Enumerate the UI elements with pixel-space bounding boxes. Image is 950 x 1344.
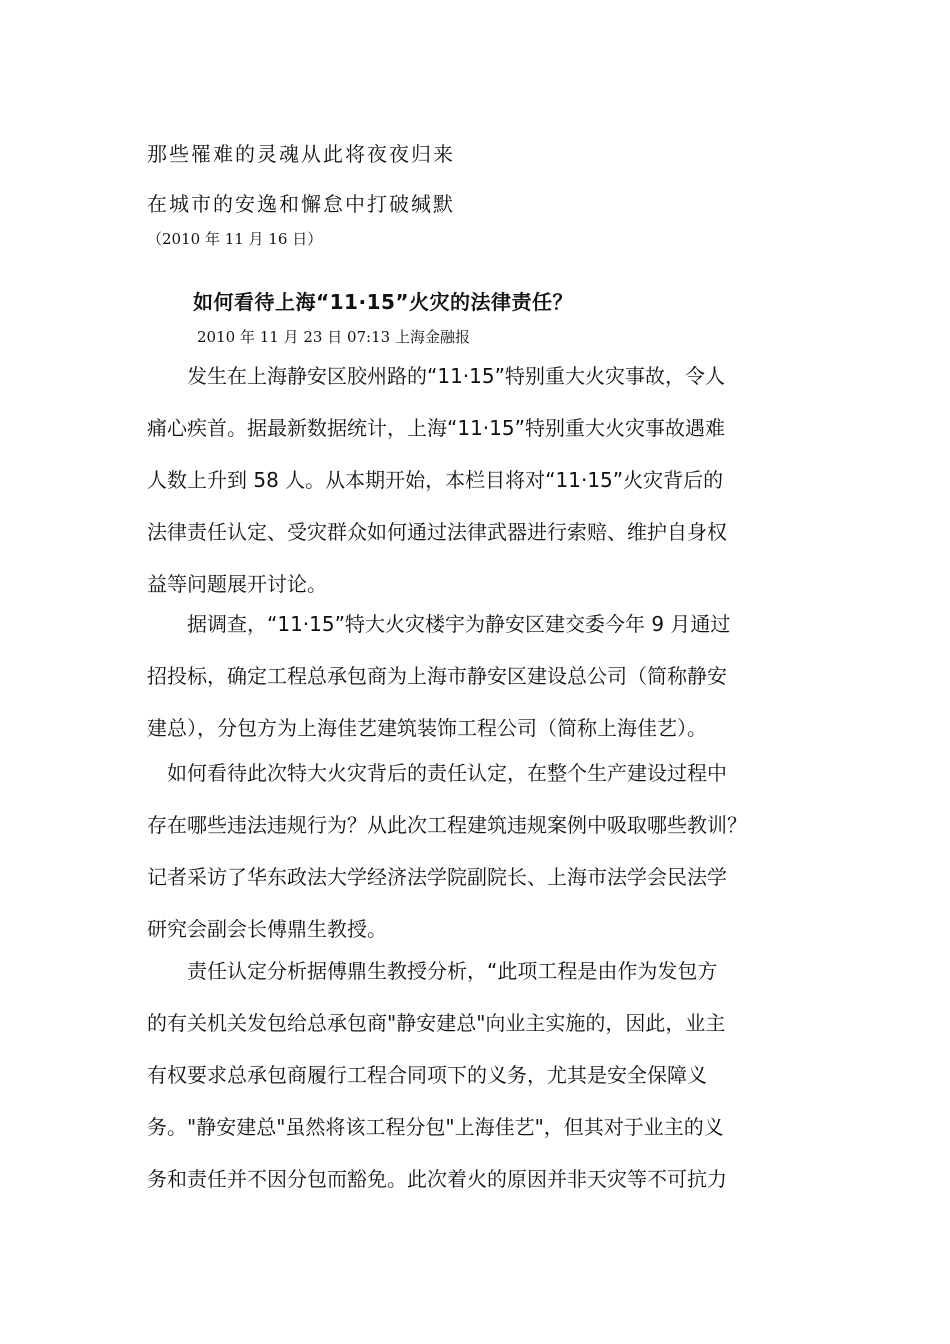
paragraph-line: 研究会副会长傅鼎生教授。 [147,917,387,941]
paragraph-1 [147,350,807,610]
paragraph-line: 据调查，“11·15”特大火灾楼宇为静安区建交委今年 9 月通过 [147,612,731,636]
paragraph-line: 益等问题展开讨论。 [147,572,327,596]
paragraph-line: 存在哪些违法违规行为？从此次工程建筑违规案例中吸取哪些教训？ [147,813,747,837]
article-byline: 2010 年 11 月 23 日 07:13 上海金融报 [197,328,470,346]
paragraph-line: 务。"静安建总"虽然将该工程分包"上海佳艺"，但其对于业主的义 [147,1115,724,1139]
paragraph-line: 建总），分包方为上海佳艺建筑装饰工程公司（简称上海佳艺）。 [147,716,707,740]
paragraph-line: 痛心疾首。据最新数据统计，上海“11·15”特别重大火灾事故遇难 [147,416,725,440]
paragraph-line: 人数上升到 58 人。从本期开始，本栏目将对“11·15”火灾背后的 [147,468,724,492]
paragraph-line: 发生在上海静安区胶州路的“11·15”特别重大火灾事故，令人 [147,364,725,388]
paragraph-line: 责任认定分析据傅鼎生教授分析，“此项工程是由作为发包方 [147,959,718,983]
paragraph-line: 务和责任并不因分包而豁免。此次着火的原因并非天灾等不可抗力 [147,1167,727,1191]
paragraph-line: 法律责任认定、受灾群众如何通过法律武器进行索赔、维护自身权 [147,520,727,544]
poem-line-2: 在城市的安逸和懈怠中打破缄默 [147,192,455,216]
paragraph-3 [147,747,807,955]
paragraph-line: 如何看待此次特大火灾背后的责任认定，在整个生产建设过程中 [147,761,727,785]
paragraph-line: 有权要求总承包商履行工程合同项下的义务，尤其是安全保障义 [147,1063,707,1087]
paragraph-line: 招投标，确定工程总承包商为上海市静安区建设总公司（简称静安 [147,664,727,688]
paragraph-line: 的有关机关发包给总承包商"静安建总"向业主实施的，因此，业主 [147,1011,726,1035]
poem-date: （2010 年 11 月 16 日） [147,230,323,248]
article-headline: 如何看待上海“11·15”火灾的法律责任？ [193,290,574,314]
paragraph-line: 记者采访了华东政法大学经济法学院副院长、上海市法学会民法学 [147,865,727,889]
poem-line-1: 那些罹难的灵魂从此将夜夜归来 [147,142,455,166]
paragraph-2 [147,598,807,754]
paragraph-4 [147,945,807,1205]
